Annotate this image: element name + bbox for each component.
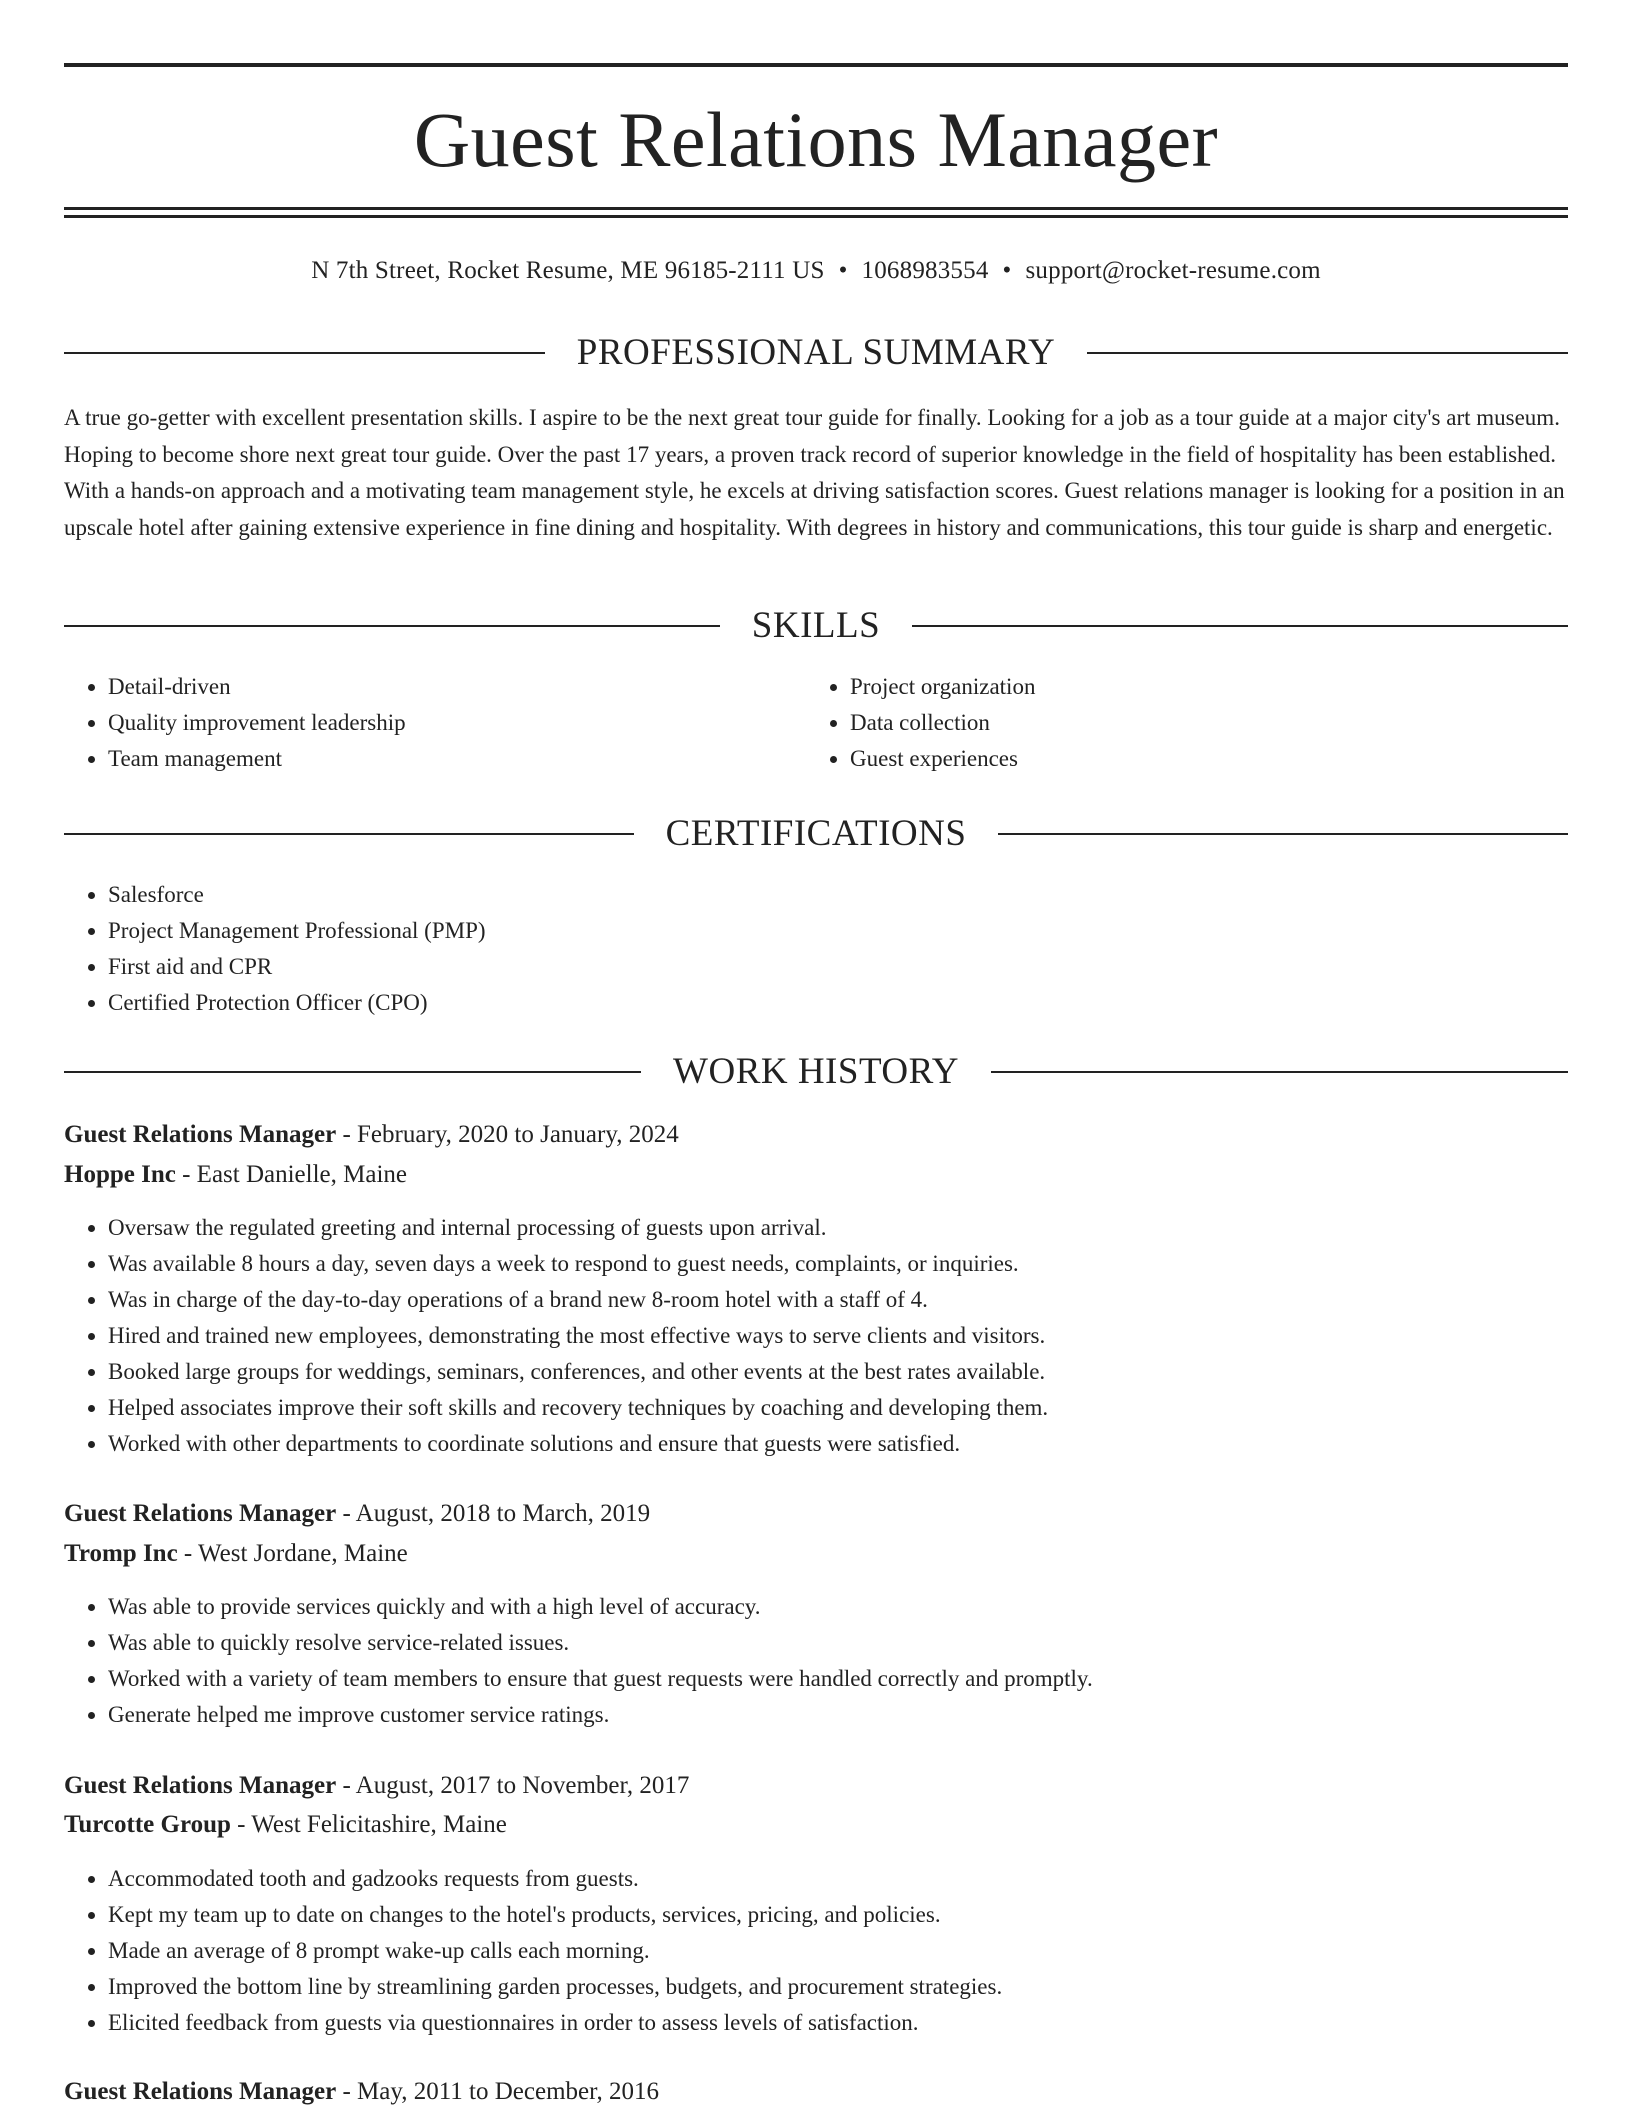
job-title: Guest Relations Manager [64,2078,337,2105]
job-location: - West Felicitashire, Maine [230,1811,507,1838]
job-duty: • Made an average of 8 prompt wake-up calls each morning. [108,1933,1588,1969]
summary-text: A true go-getter with excellent presentation skills. I aspire to be the next great tour guide for finally. Looking for a job as a tour guide at a major city's art museum. Hoping to become shore next great tour guide. Over the past 17 years, a proven track record of superior knowledge in the field of hospitality has been established. With a hands-on approach and a motivating team management style, he excels at driving satisfaction scores. Guest relations manager is looking for a position in an upscale hotel after gaining extensive experience in fine dining and hospitality. With degrees in history and communications, this tour guide is sharp and energetic. [64,405,1565,540]
job-duties-list [64,1861,1588,2041]
job-duty: • Oversaw the regulated greeting and internal processing of guests upon arrival. [108,1210,1588,1246]
section-rule-left [64,625,720,627]
job-dates: - August, 2018 to March, 2019 [336,1500,651,1527]
job-dates: - May, 2011 to December, 2016 [336,2078,659,2105]
section-header-skills [64,604,1568,648]
contact-separator: • [1002,257,1012,284]
job-duty: • Elicited feedback from guests via questionnaires in order to assess levels of satisfaction. [108,2005,1588,2041]
section-rule-left [64,352,545,354]
section-title-summary: PROFESSIONAL SUMMARY [576,332,1056,373]
certification-item: • Project Management Professional (PMP) [108,913,1508,949]
job-duties-list [64,1589,1588,1733]
job-duty: • Accommodated tooth and gadzooks requests from guests. [108,1861,1588,1897]
job-company-line [64,1538,408,1570]
header-double-rule-bottom [64,215,1568,218]
section-rule-right [912,625,1568,627]
section-title-certifications: CERTIFICATIONS [665,813,967,854]
job-title: Guest Relations Manager [64,1772,337,1799]
contact-address: N 7th Street, Rocket Resume, ME 96185-2111 US [311,257,825,284]
job-location: - East Danielle, Maine [175,1161,408,1188]
job-duty: • Booked large groups for weddings, seminars, conferences, and other events at the best rates available. [108,1354,1588,1390]
section-rule-right [1087,352,1568,354]
section-rule-right [998,833,1568,835]
job-duty: • Worked with a variety of team members to ensure that guest requests were handled correctly and promptly. [108,1661,1588,1697]
certification-item: • Certified Protection Officer (CPO) [108,985,1508,1021]
job-company: Tromp Inc [64,1540,178,1567]
section-rule-left [64,833,634,835]
job-title-line [64,1770,689,1802]
job-duty: • Kept my team up to date on changes to the hotel's products, services, pricing, and policies. [108,1897,1588,1933]
section-rule-left [64,1071,641,1073]
job-company-line [64,1809,507,1841]
job-duty: • Was able to quickly resolve service-related issues. [108,1625,1588,1661]
job-title: Guest Relations Manager [64,1121,337,1148]
job-dates: - February, 2020 to January, 2024 [336,1121,679,1148]
job-company-line [64,1159,407,1191]
job-title-line [64,1498,650,1530]
header-double-rule-top [64,207,1568,210]
contact-phone: 1068983554 [861,257,989,284]
job-duty: • Hired and trained new employees, demonstrating the most effective ways to serve clients and visitors. [108,1318,1588,1354]
contact-line [64,255,1568,287]
job-duty: • Improved the bottom line by streamlining garden processes, budgets, and procurement strategies. [108,1969,1588,2005]
job-dates: - August, 2017 to November, 2017 [336,1772,690,1799]
job-title-line [64,2076,659,2108]
job-title-line [64,1119,679,1151]
section-rule-right [991,1071,1568,1073]
contact-separator: • [838,257,848,284]
job-duty: • Was in charge of the day-to-day operations of a brand new 8-room hotel with a staff of 4. [108,1282,1588,1318]
certification-item: • First aid and CPR [108,949,1508,985]
certification-item: • Salesforce [108,877,1508,913]
certifications-list [64,877,1508,1021]
section-header-certifications [64,812,1568,856]
skill-item: • Project organization [850,669,1550,705]
job-duty: • Worked with other departments to coordinate solutions and ensure that guests were satisfied. [108,1426,1588,1462]
job-duties-list [64,1210,1588,1462]
skill-item: • Detail-driven [108,669,788,705]
job-location: - West Jordane, Maine [177,1540,408,1567]
skills-list-left [64,669,788,777]
section-header-work-history [64,1050,1568,1094]
job-duty: • Helped associates improve their soft skills and recovery techniques by coaching and developing them. [108,1390,1588,1426]
section-title-skills: SKILLS [751,605,881,646]
job-company: Turcotte Group [64,1811,231,1838]
skills-list-right [806,669,1550,777]
header-top-rule [64,63,1568,67]
skill-item: • Quality improvement leadership [108,705,788,741]
skill-item: • Guest experiences [850,741,1550,777]
job-company: Hoppe Inc [64,1161,176,1188]
section-header-summary [64,331,1568,375]
job-duty: • Generate helped me improve customer service ratings. [108,1697,1588,1733]
job-duty: • Was able to provide services quickly and with a high level of accuracy. [108,1589,1588,1625]
resume-title: Guest Relations Manager [413,96,1219,183]
skill-item: • Data collection [850,705,1550,741]
job-title: Guest Relations Manager [64,1500,337,1527]
job-duty: • Was available 8 hours a day, seven days a week to respond to guest needs, complaints, or inquiries. [108,1246,1588,1282]
contact-email: support@rocket-resume.com [1025,257,1321,284]
skill-item: • Team management [108,741,788,777]
section-title-work-history: WORK HISTORY [673,1051,959,1092]
